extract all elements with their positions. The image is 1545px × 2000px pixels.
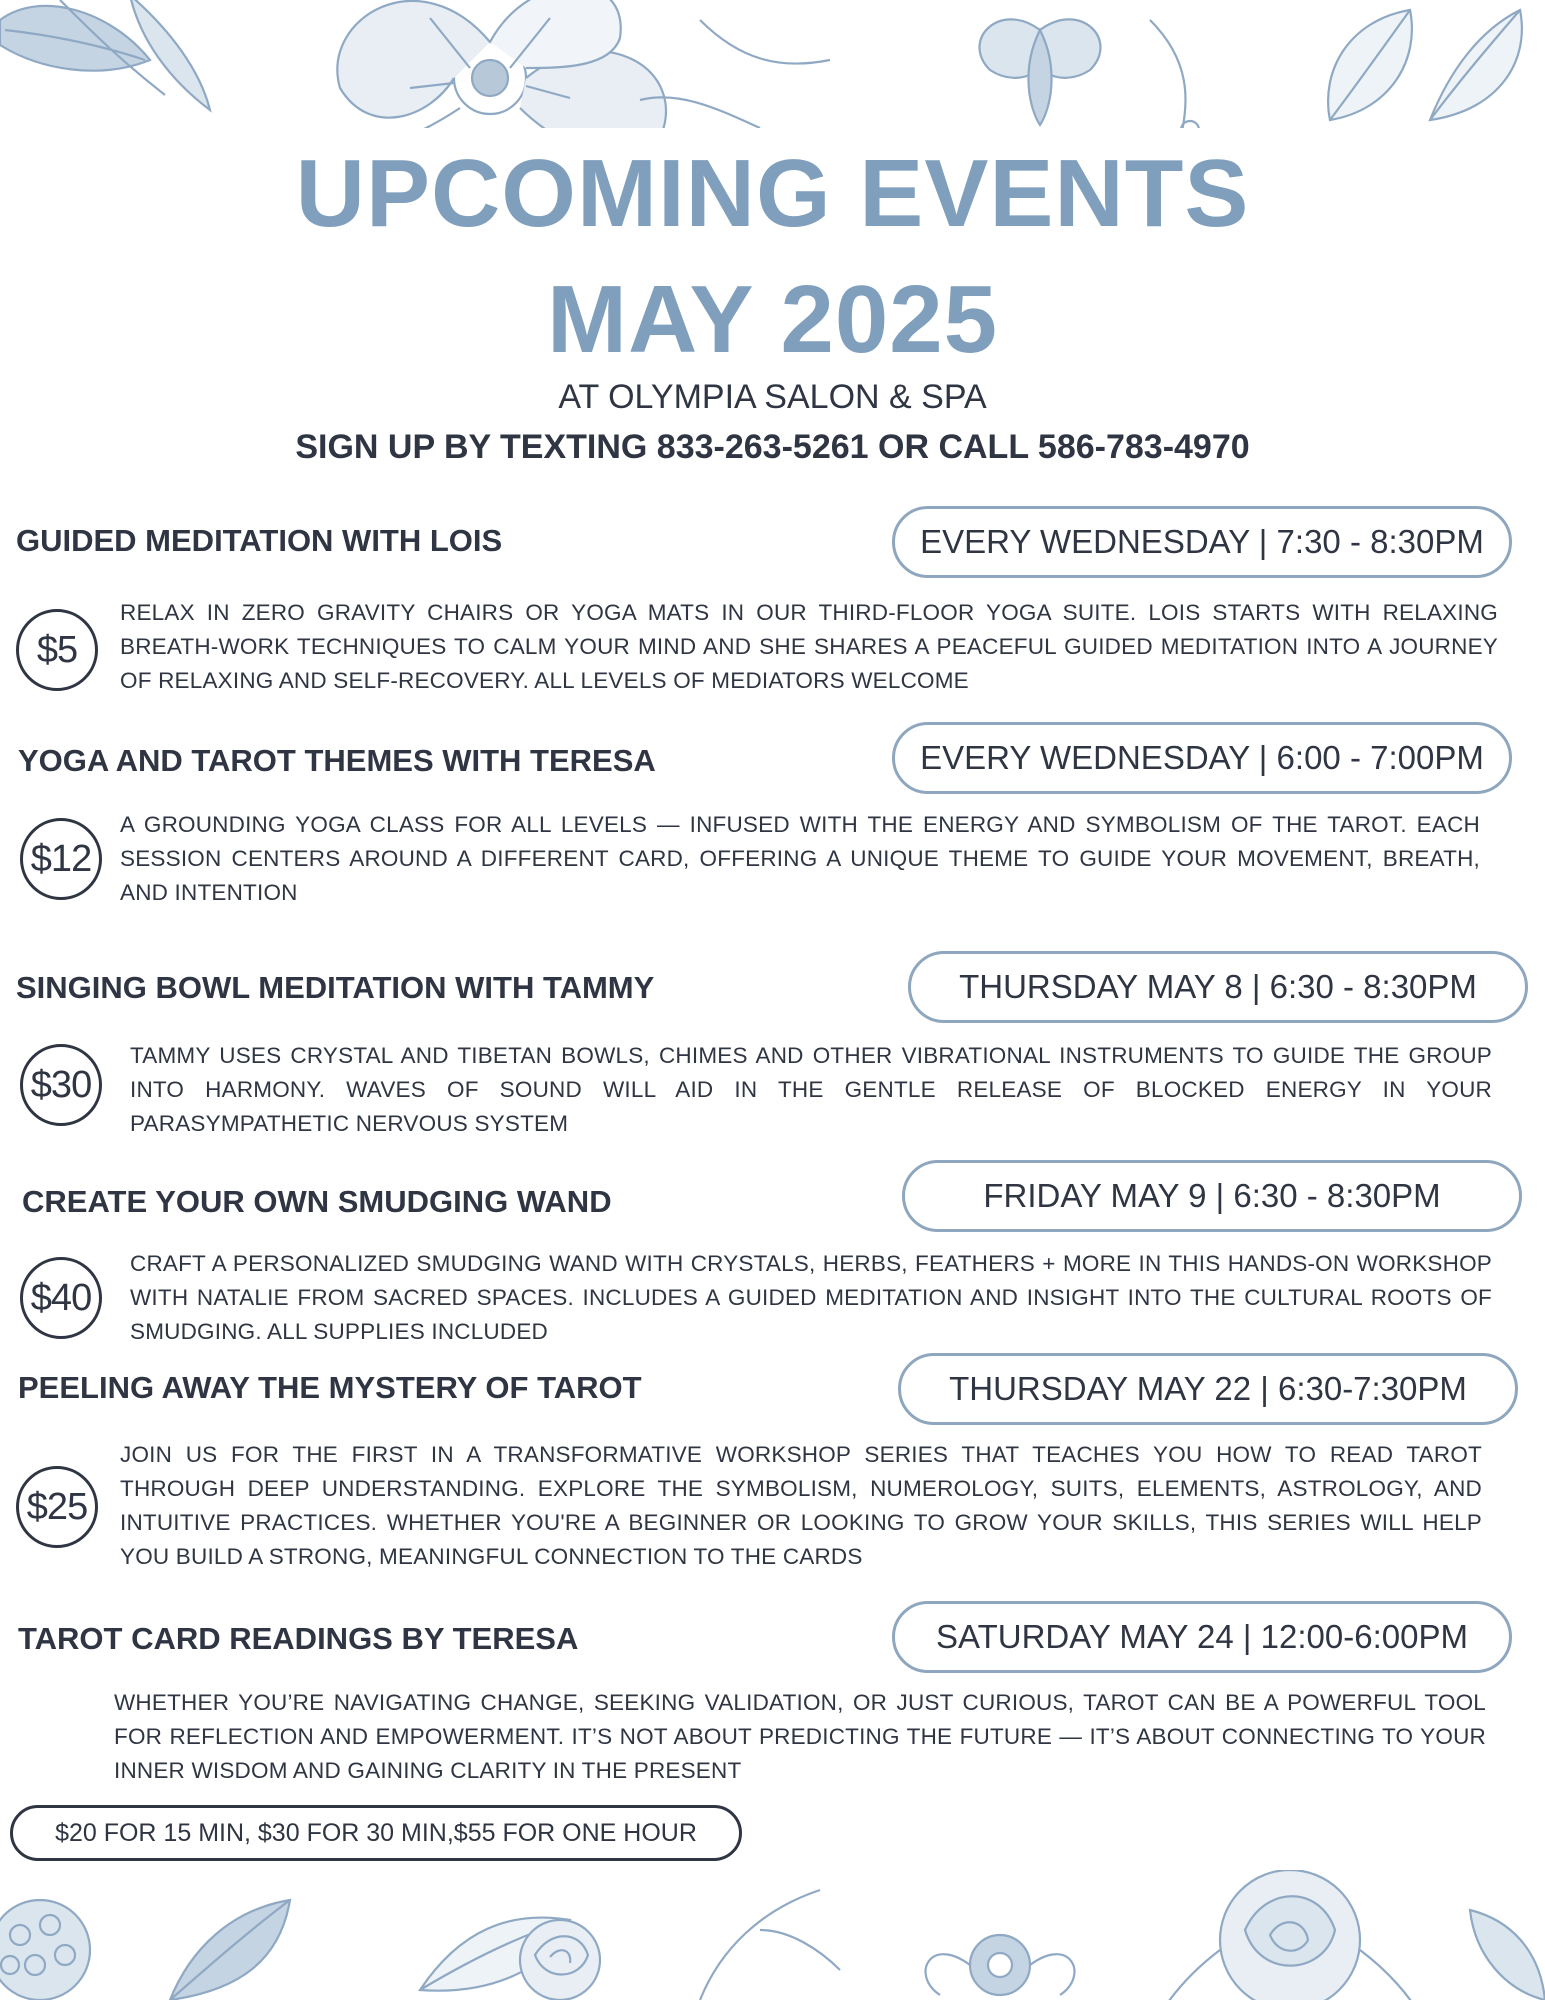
page-subtitle-month: MAY 2025 [546,266,998,373]
event-title: GUIDED MEDITATION WITH LOIS [16,523,503,558]
rose-icon [1140,1870,1440,2000]
event-description: A GROUNDING YOGA CLASS FOR ALL LEVELS — INFUSED WITH THE ENERGY AND SYMBOLISM OF THE TAROT. EACH SESSION CENTERS AROUND A DIFFERENT CARD, OFFERING A UNIQUE THEME TO GUIDE YOUR MOVEMENT, BREATH, AND INTENTION [120,812,1480,905]
reading-pricing-pill: $20 FOR 15 MIN, $30 FOR 30 MIN,$55 FOR ONE HOUR [10,1805,742,1861]
venue-text: AT OLYMPIA SALON & SPA [558,378,987,416]
event-schedule-pill: FRIDAY MAY 9 | 6:30 - 8:30PM [902,1160,1522,1232]
event-description: JOIN US FOR THE FIRST IN A TRANSFORMATIVE WORKSHOP SERIES THAT TEACHES YOU HOW TO READ TAROT THROUGH DEEP UNDERSTANDING. EXPLORE THE SYMBOLISM, NUMEROLOGY, SUITS, ELEMENTS, ASTROLOGY, AND INTUITIVE PRACTICES. WHETHER YOU'RE A BEGINNER OR LOOKING TO GROW YOUR SKILLS, THIS SERIES WILL HELP YOU BUILD A STRONG, MEANINGFUL CONNECTION TO THE CARDS [120,1442,1482,1569]
hydrangea-icon [0,1900,90,2000]
leaf-icon [1328,10,1522,120]
page-title: UPCOMING EVENTS [295,140,1250,247]
event-price-badge: $12 [20,818,102,900]
event-price-badge: $5 [16,609,98,691]
event-schedule-pill: THURSDAY MAY 8 | 6:30 - 8:30PM [908,951,1528,1023]
leaf-icon [0,0,210,110]
leaf-icon [170,1900,570,2000]
event-description: WHETHER YOU’RE NAVIGATING CHANGE, SEEKING VALIDATION, OR JUST CURIOUS, TAROT CAN BE A POWERFUL TOOL FOR REFLECTION AND EMPOWERMENT. IT’S NOT ABOUT PREDICTING THE FUTURE — IT’S ABOUT CONNECTING TO YOUR INNER WISDOM AND GAINING CLARITY IN THE PRESENT [114,1690,1486,1783]
event-schedule-pill: EVERY WEDNESDAY | 6:00 - 7:00PM [892,722,1512,794]
leaf-icon [1470,1910,1545,2000]
event-schedule-pill: EVERY WEDNESDAY | 7:30 - 8:30PM [892,506,1512,578]
event-title: TAROT CARD READINGS BY TERESA [18,1621,579,1656]
orchid-icon [980,19,1199,128]
event-schedule-pill: SATURDAY MAY 24 | 12:00-6:00PM [892,1601,1512,1673]
event-description: RELAX IN ZERO GRAVITY CHAIRS OR YOGA MATS IN OUR THIRD-FLOOR YOGA SUITE. LOIS STARTS WITH RELAXING BREATH-WORK TECHNIQUES TO CALM YOUR MIND AND SHE SHARES A PEACEFUL GUIDED MEDITATION INTO A JOURNEY OF RELAXING AND SELF-RECOVERY. ALL LEVELS OF MEDIATORS WELCOME [120,600,1498,693]
event-title: PEELING AWAY THE MYSTERY OF TAROT [18,1370,642,1405]
event-title: CREATE YOUR OWN SMUDGING WAND [22,1184,612,1219]
signup-instructions: SIGN UP BY TEXTING 833-263-5261 OR CALL 586-783-4970 [295,428,1250,466]
event-description: CRAFT A PERSONALIZED SMUDGING WAND WITH CRYSTALS, HERBS, FEATHERS + MORE IN THIS HANDS-ON WORKSHOP WITH NATALIE FROM SACRED SPACES. INCLUDES A GUIDED MEDITATION AND INSIGHT INTO THE CULTURAL ROOTS OF SMUDGING. ALL SUPPLIES INCLUDED [130,1251,1492,1344]
event-title: YOGA AND TAROT THEMES WITH TERESA [18,743,656,778]
rose-icon [520,1920,600,2000]
event-price-badge: $40 [20,1257,102,1339]
event-description: TAMMY USES CRYSTAL AND TIBETAN BOWLS, CHIMES AND OTHER VIBRATIONAL INSTRUMENTS TO GUIDE THE GROUP INTO HARMONY. WAVES OF SOUND WILL AID IN THE GENTLE RELEASE OF BLOCKED ENERGY IN YOUR PARASYMPATHETIC NERVOUS SYSTEM [130,1043,1492,1136]
floral-border-top [0,0,1545,128]
event-price-badge: $25 [16,1466,98,1548]
event-title: SINGING BOWL MEDITATION WITH TAMMY [16,970,655,1005]
event-price-badge: $30 [20,1044,102,1126]
flower-icon [290,0,666,128]
floral-border-bottom [0,1870,1545,2000]
flower-icon [926,1935,1075,1995]
event-schedule-pill: THURSDAY MAY 22 | 6:30-7:30PM [898,1353,1518,1425]
